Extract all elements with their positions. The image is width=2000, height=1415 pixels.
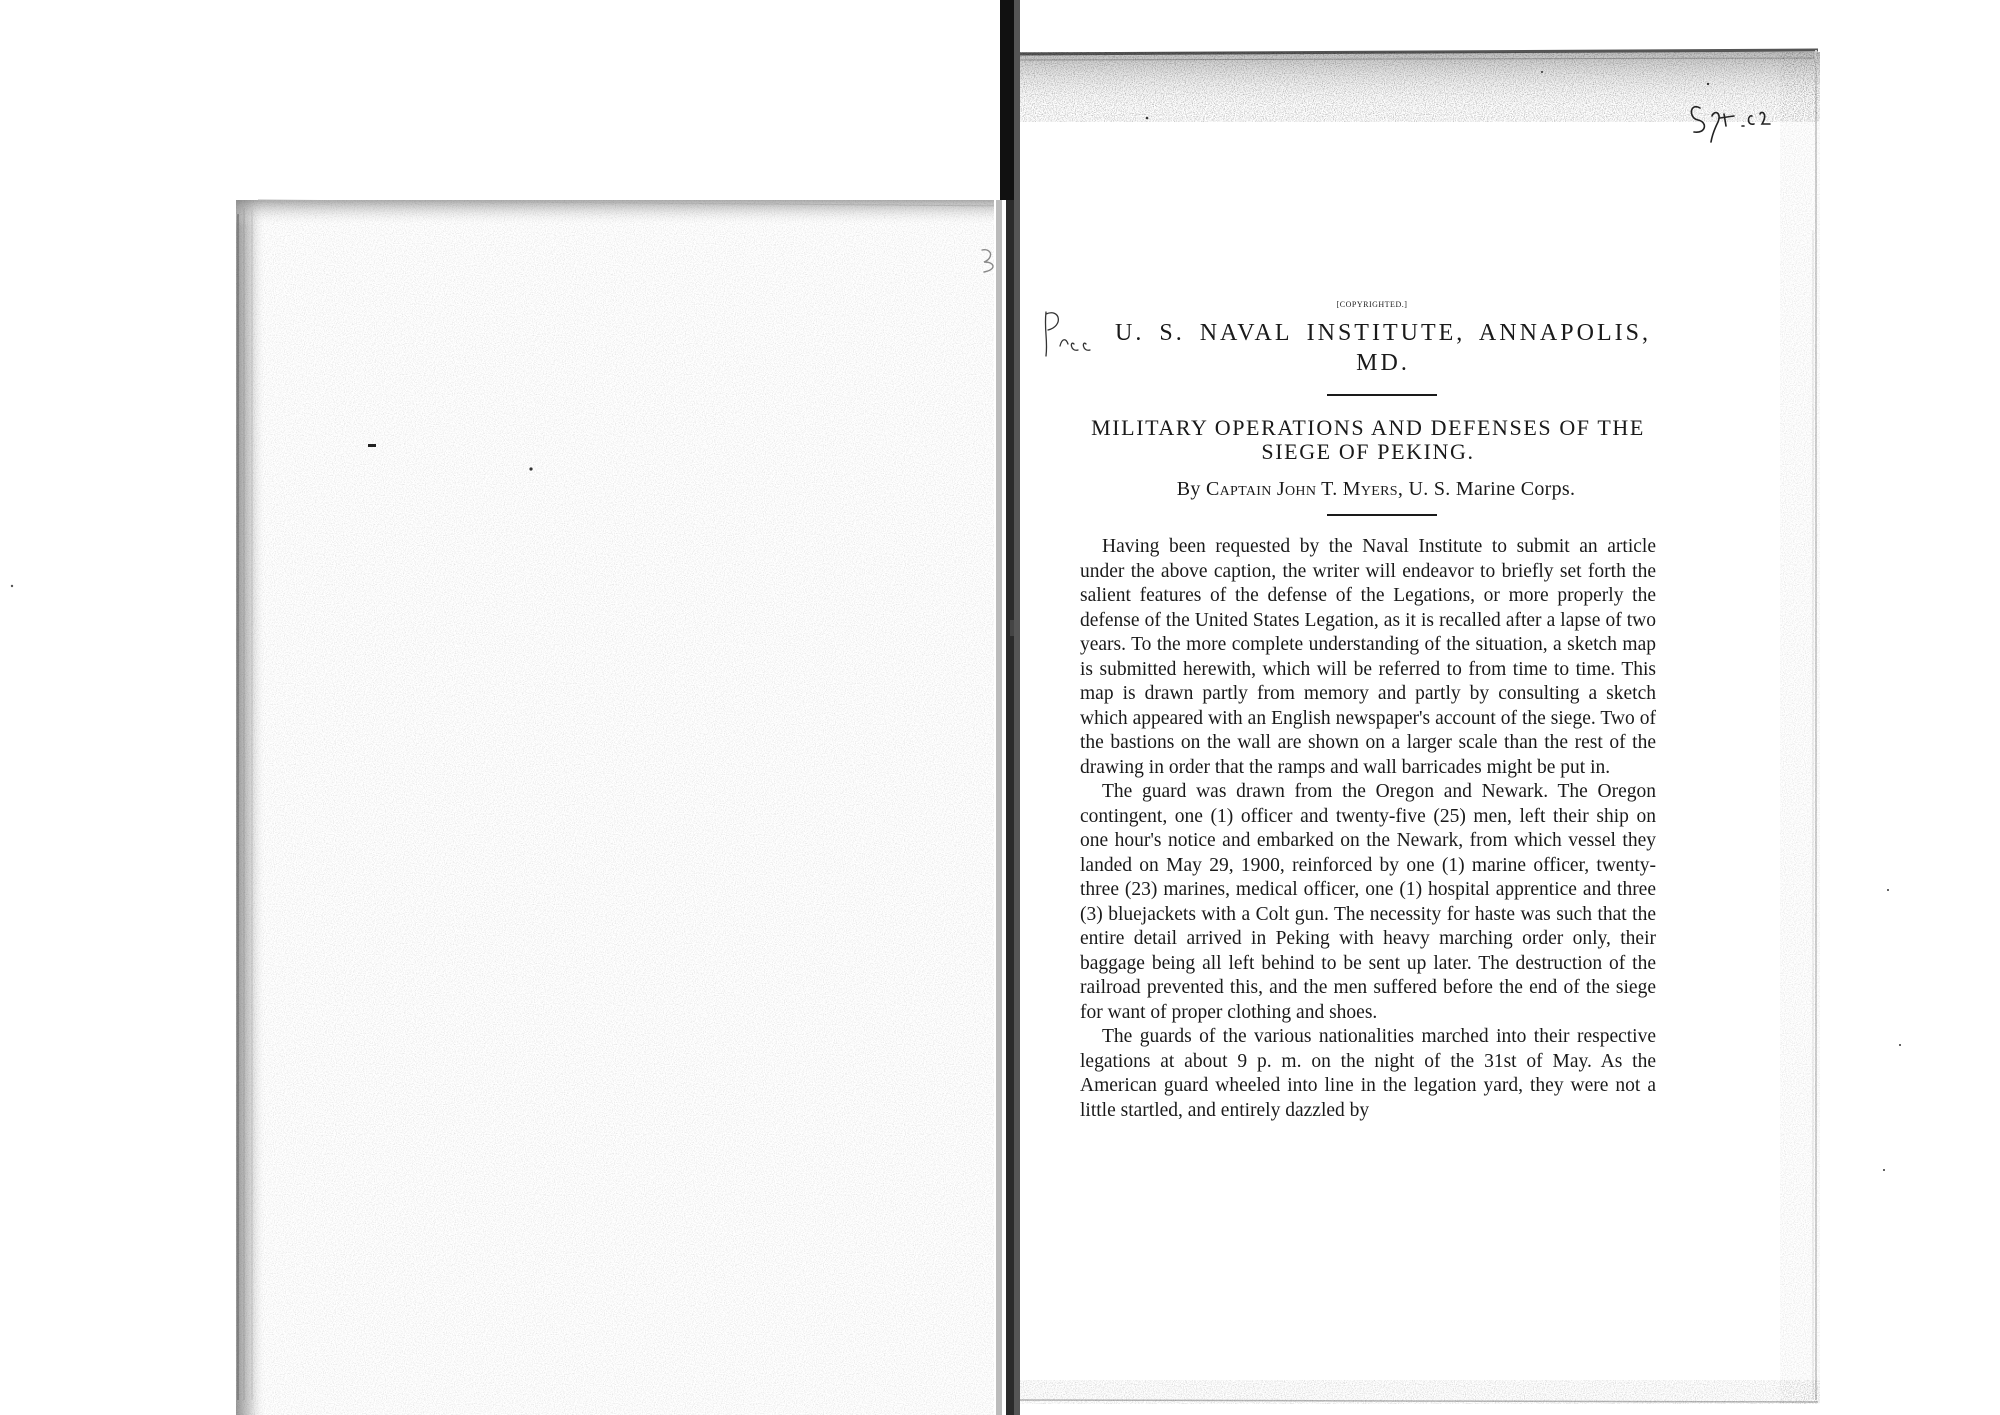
paragraph: Having been requested by the Naval Institute to submit an article under the above caption, the writer will endeavor to briefly set forth the salient features of the defense of the Legations, or more properly the defense of the United States Legation, as it is recalled after a lapse of two years. To the more complete understanding of the situation, a sketch map is submitted herewith, which will be referred to from time to time. This map is drawn partly from memory and partly by consulting a sketch which appeared with an English newspaper's account of the siege. Two of the bastions on the wall are shown on a larger scale than the rest of the drawing in order that the ramps and wall barricades might be put in. — [1080, 536, 1656, 778]
author-byline — [1080, 478, 1656, 501]
gutter-shadow — [994, 0, 1024, 1415]
article-first-page — [1080, 300, 1656, 1123]
title-rule — [1327, 394, 1437, 396]
paragraph: The guard was drawn from the Oregon and Newark. The Oregon contingent, one (1) officer and twenty-five (25) men, left their ship on one hour's notice and embarked on the Newark, from which vessel they landed on May 29, 1900, reinforced by one (1) marine officer, twenty-three (23) marines, medical officer, one (1) hospital apprentice and three (3) bluejackets with a Colt gun. The necessity for haste was such that the entire detail arrived in Peking with heavy marching order only, their baggage being all left behind to be sent up later. The destruction of the railroad prevented this, and the men suffered before the end of the siege for want of proper clothing and shoes. — [1080, 781, 1656, 1023]
byline-affiliation: U. S. Marine Corps. — [1408, 478, 1576, 500]
institute-heading: U. S. NAVAL INSTITUTE, ANNAPOLIS, MD. — [1115, 320, 1651, 376]
article-title: MILITARY OPERATIONS AND DEFENSES OF THE SIEGE OF PEKING. — [1091, 415, 1645, 464]
byline-by: By — [1176, 478, 1201, 500]
paragraph: The guards of the various nationalities marched into their respective legations at about 9 p. m. on the night of the 31st of May. As the American guard wheeled into line in the legation yard, they were not a little startled, and entirely dazzled by — [1080, 1026, 1656, 1121]
byline-name: John T. Myers, — [1276, 478, 1404, 500]
article-body — [1080, 535, 1656, 1123]
byline-rank: Captain — [1205, 478, 1272, 500]
left-page — [11, 200, 1016, 1415]
copyright-notice: [COPYRIGHTED.] — [1336, 300, 1408, 309]
byline-rule — [1327, 514, 1437, 516]
